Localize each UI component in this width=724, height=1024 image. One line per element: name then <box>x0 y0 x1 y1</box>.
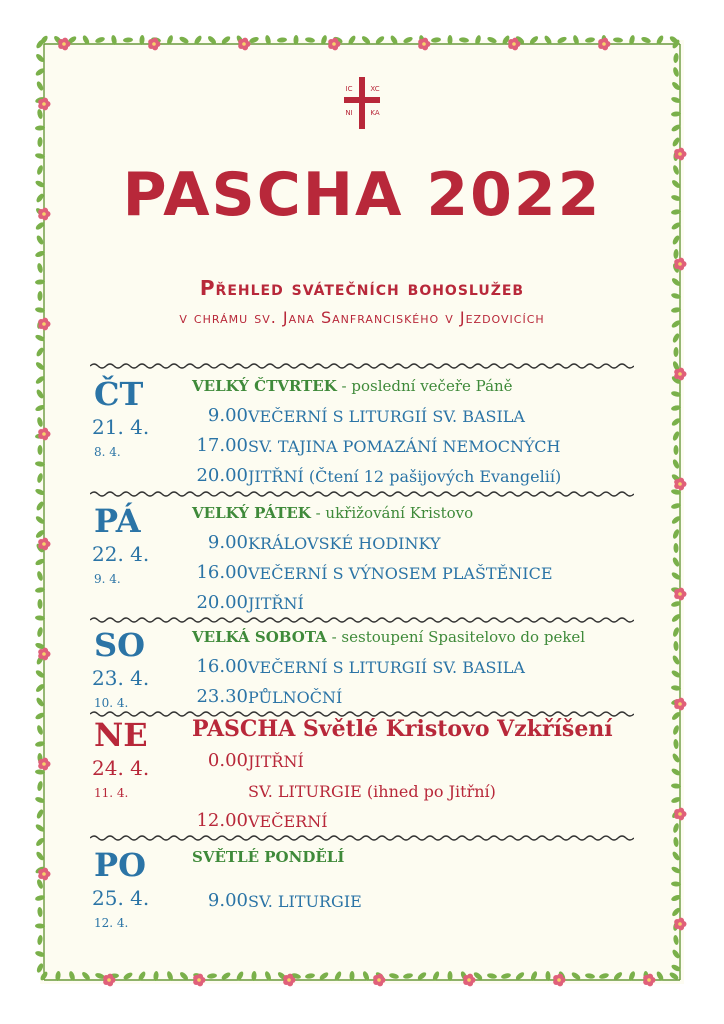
day-old-date: 12. 4. <box>94 916 129 930</box>
service-desc: JITŘNÍ <box>248 594 304 613</box>
day-heading: PASCHA Světlé Kristovo Vzkříšení <box>192 716 613 742</box>
day-old-date: 9. 4. <box>94 572 121 586</box>
service-time: 17.00 <box>196 435 248 456</box>
day-old-date: 10. 4. <box>94 696 129 710</box>
cross-letter-ka: KA <box>370 109 380 117</box>
day-heading: VELKÝ ČTVRTEK - poslední večeře Páně <box>192 377 513 395</box>
service-time: 0.00 <box>207 750 248 771</box>
day-date: 23. 4. <box>92 666 150 690</box>
cross-letter-ic: IC <box>345 85 353 93</box>
service-desc: VEČERNÍ <box>248 812 328 831</box>
day-heading: VELKÁ SOBOTA - sestoupení Spasitelovo do pekel <box>192 628 586 646</box>
day-date: 22. 4. <box>92 542 150 566</box>
day-date: 21. 4. <box>92 415 150 439</box>
poster-subtitle: Přehled svátečních bohoslužeb <box>199 276 525 300</box>
service-time: 9.00 <box>207 405 248 426</box>
cross-letter-ni: NI <box>345 109 353 117</box>
day-abbr: PO <box>94 846 146 884</box>
service-time: 20.00 <box>196 465 248 486</box>
service-desc: JITŘNÍ <box>248 752 304 771</box>
cross-icon <box>340 75 384 131</box>
service-item <box>192 780 632 808</box>
divider-wave <box>90 362 634 370</box>
divider-wave <box>90 834 634 842</box>
poster-title: PASCHA 2022 <box>122 160 602 230</box>
service-desc: SV. TAJINA POMAZÁNÍ NEMOCNÝCH <box>248 437 561 456</box>
service-desc: KRÁLOVSKÉ HODINKY <box>248 534 441 553</box>
service-desc: VEČERNÍ S LITURGIÍ SV. BASILA <box>248 658 525 677</box>
service-desc: VEČERNÍ S VÝNOSEM PLAŠTĚNICE <box>248 564 553 583</box>
service-time: 16.00 <box>196 656 248 677</box>
day-heading: SVĚTLÉ PONDĚLÍ <box>192 848 345 866</box>
service-time: 16.00 <box>196 562 248 583</box>
day-block-monday <box>92 846 632 936</box>
service-item <box>192 562 632 590</box>
day-block-friday <box>92 502 632 614</box>
divider-wave <box>90 490 634 498</box>
service-item <box>192 435 632 463</box>
day-block-thursday <box>92 375 632 490</box>
day-abbr: SO <box>94 626 145 664</box>
day-date: 25. 4. <box>92 886 150 910</box>
service-item <box>192 532 632 560</box>
divider-wave <box>90 616 634 624</box>
day-old-date: 8. 4. <box>94 445 121 459</box>
day-heading: VELKÝ PÁTEK - ukřižování Kristovo <box>192 504 474 522</box>
service-item <box>192 656 632 684</box>
day-block-sunday <box>92 716 632 832</box>
service-item <box>192 465 632 493</box>
day-abbr: NE <box>94 716 148 754</box>
day-abbr: ČT <box>94 375 144 413</box>
service-desc: SV. LITURGIE (ihned po Jitřní) <box>248 782 496 801</box>
day-old-date: 11. 4. <box>94 786 129 800</box>
service-desc: VEČERNÍ S LITURGIÍ SV. BASILA <box>248 407 525 426</box>
church-line: v chrámu sv. Jana Sanfranciského v Jezdovicích <box>179 308 545 327</box>
day-block-saturday <box>92 626 632 710</box>
service-item <box>192 890 632 918</box>
service-item <box>192 750 632 778</box>
service-desc: SV. LITURGIE <box>248 892 362 911</box>
day-date: 24. 4. <box>92 756 150 780</box>
service-time: 12.00 <box>196 810 248 831</box>
service-time: 9.00 <box>207 890 248 911</box>
service-desc: JITŘNÍ (Čtení 12 pašijových Evangelií) <box>248 467 562 486</box>
service-time: 9.00 <box>207 532 248 553</box>
service-desc: PŮLNOČNÍ <box>248 688 343 707</box>
service-time: 20.00 <box>196 592 248 613</box>
day-abbr: PÁ <box>94 502 141 540</box>
service-time: 23.30 <box>196 686 248 707</box>
cross-letter-xc: XC <box>370 85 380 93</box>
service-item <box>192 405 632 433</box>
